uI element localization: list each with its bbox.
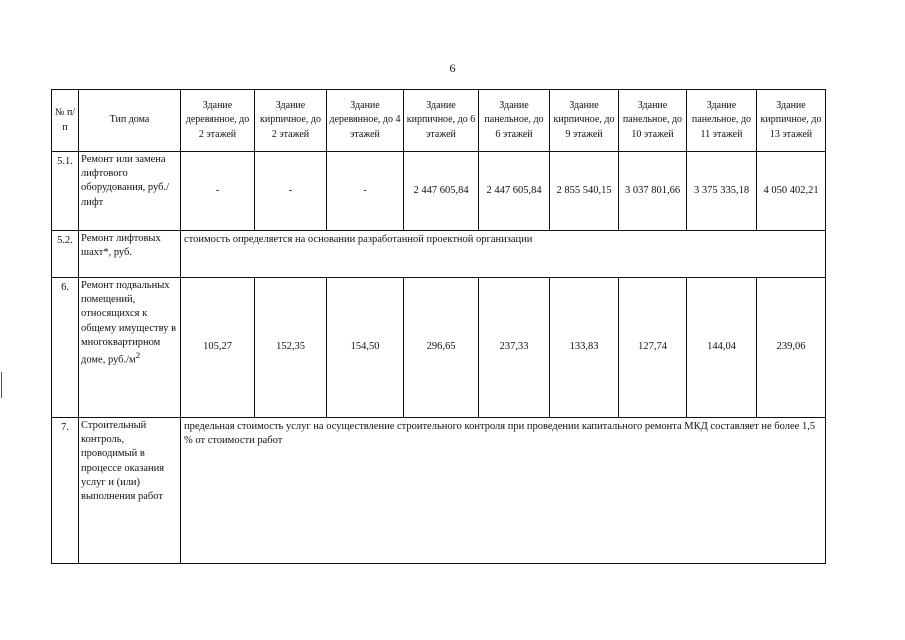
row-number: 7.	[52, 418, 79, 564]
row-number: 6.	[52, 278, 79, 418]
margin-mark	[1, 372, 2, 398]
header-column: Здание панельное, до 11 этажей	[687, 90, 757, 152]
row-value: 2 855 540,15	[550, 152, 619, 231]
row-value: 4 050 402,21	[757, 152, 826, 231]
header-column: Здание кирпичное, до 6 этажей	[404, 90, 479, 152]
row-type: Строительный контроль, проводимый в процессе оказания услуг и (или) выполнения работ	[79, 418, 181, 564]
row-value: 127,74	[619, 278, 687, 418]
row-value: 154,50	[327, 278, 404, 418]
header-column: Здание деревянное, до 2 этажей	[181, 90, 255, 152]
table-row	[52, 152, 826, 231]
page-number: 6	[449, 61, 456, 75]
header-num: № п/п	[52, 90, 79, 152]
header-column: Здание панельное, до 6 этажей	[479, 90, 550, 152]
table-row	[52, 231, 826, 278]
row-type: Ремонт лифтовых шахт*, руб.	[79, 231, 181, 278]
row-value: 105,27	[181, 278, 255, 418]
unit-superscript: 2	[135, 349, 141, 360]
header-column: Здание деревянное, до 4 этажей	[327, 90, 404, 152]
row-number: 5.1.	[52, 152, 79, 231]
row-value: -	[327, 152, 404, 231]
row-note: стоимость определяется на основании разработанной проектной организации	[181, 231, 826, 278]
price-table	[51, 89, 826, 564]
row-type-text: Ремонт подвальных помещений, относящихся к общему имуществу в многоквартирном доме, руб./м	[81, 280, 177, 366]
row-value: 296,65	[404, 278, 479, 418]
row-value: 3 037 801,66	[619, 152, 687, 231]
header-column: Здание кирпичное, до 9 этажей	[550, 90, 619, 152]
row-value: 144,04	[687, 278, 757, 418]
header-column: Здание кирпичное, до 13 этажей	[757, 90, 826, 152]
row-value: 239,06	[757, 278, 826, 418]
row-number: 5.2.	[52, 231, 79, 278]
row-value: 2 447 605,84	[404, 152, 479, 231]
row-value: -	[181, 152, 255, 231]
table-row	[52, 278, 826, 418]
row-type	[79, 278, 181, 418]
row-value: 237,33	[479, 278, 550, 418]
row-value: 2 447 605,84	[479, 152, 550, 231]
row-type: Ремонт или замена лифтового оборудования, руб./лифт	[79, 152, 181, 231]
row-value: -	[255, 152, 327, 231]
row-value: 133,83	[550, 278, 619, 418]
header-column: Здание панельное, до 10 этажей	[619, 90, 687, 152]
row-value: 3 375 335,18	[687, 152, 757, 231]
row-note: предельная стоимость услуг на осуществление строительного контроля при проведении капитального ремонта МКД составляет не более 1,5 % от стоимости работ	[181, 418, 826, 564]
header-row	[52, 90, 826, 152]
header-column: Здание кирпичное, до 2 этажей	[255, 90, 327, 152]
table-row	[52, 418, 826, 564]
header-type: Тип дома	[79, 90, 181, 152]
row-value: 152,35	[255, 278, 327, 418]
